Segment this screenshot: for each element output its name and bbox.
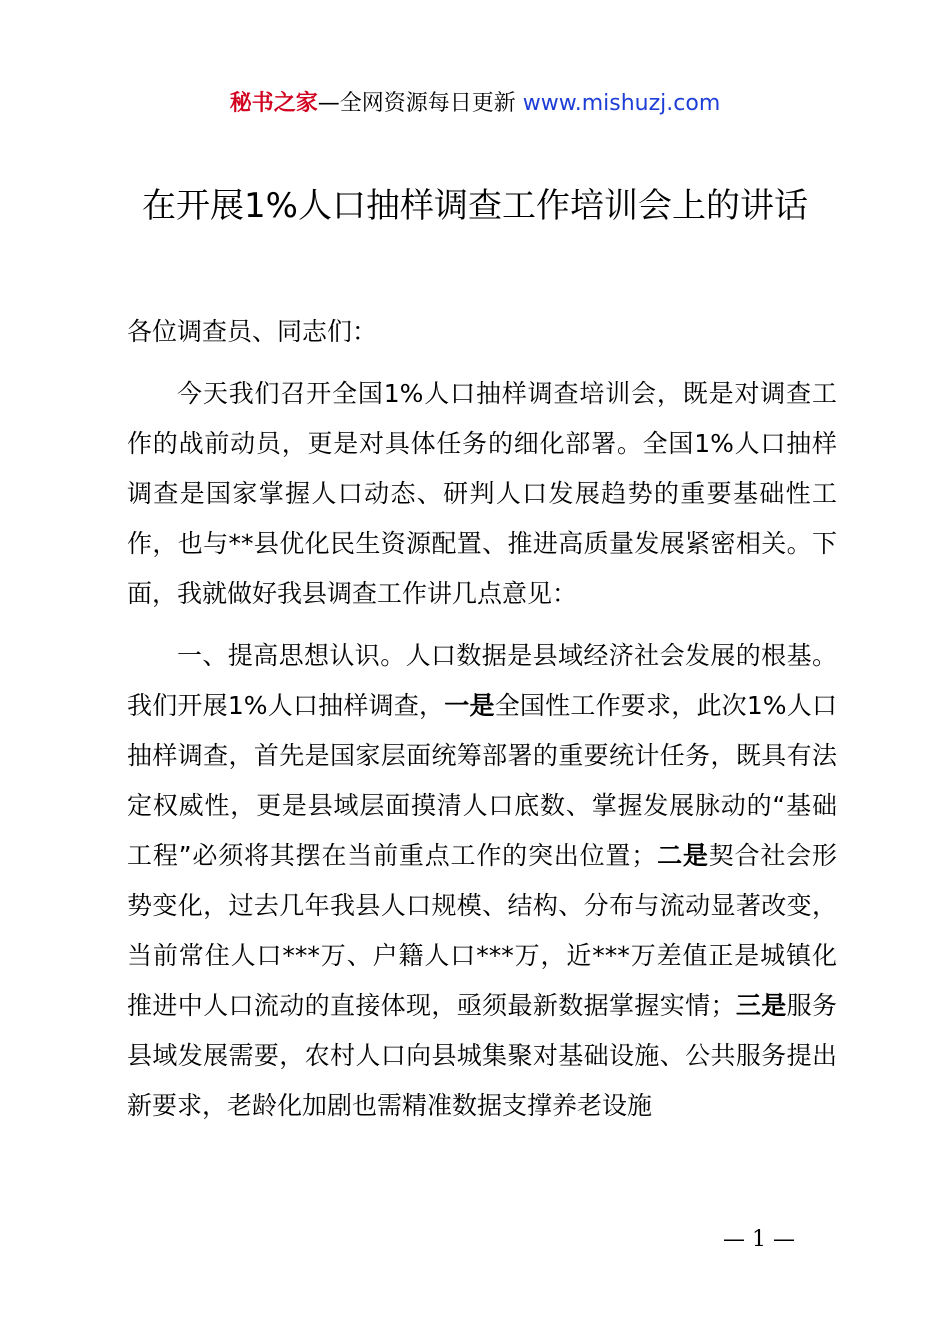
paragraph-section-one	[127, 631, 837, 1131]
section-heading: 一、提高思想认识。	[177, 641, 406, 670]
point-one-label: 一是	[444, 691, 495, 720]
point-two-label: 二是	[656, 841, 709, 870]
paragraph-intro-text: 今天我们召开全国1%人口抽样调查培训会，既是对调查工作的战前动员，更是对具体任务的细化部署。全国1%人口抽样调查是国家掌握人口动态、研判人口发展趋势的重要基础性工作，也与**县优化民生资源配置、推进高质量发展紧密相关。下面，我就做好我县调查工作讲几点意见：	[127, 379, 837, 608]
site-url[interactable]: www.mishuzj.com	[522, 91, 721, 116]
brand-name: 秘书之家	[229, 91, 318, 116]
header-tagline: —全网资源每日更新	[317, 91, 523, 116]
page-number: — 1 —	[723, 1227, 795, 1252]
point-three-label: 三是	[735, 991, 787, 1020]
section-text-3: 契合社会形势变化，过去几年我县人口规模、结构、分布与流动显著改变，当前常住人口***万、户籍人口***万，近***万差值正是城镇化推进中人口流动的直接体现，亟须最新数据掌握实情；	[127, 841, 837, 1020]
section-text-4: 服务县域发展需要，农村人口向县城集聚对基础设施、公共服务提出新要求，老龄化加剧也需精准数据支撑养老设施	[127, 991, 837, 1120]
section-text-2: 全国性工作要求，此次1%人口抽样调查，首先是国家层面统筹部署的重要统计任务，既具有法定权威性，更是县域层面摸清人口底数、掌握发展脉动的“基础工程”必须将其摆在当前重点工作的突出位置；	[127, 691, 837, 870]
section-text-1: 人口数据是县域经济社会发展的根基。我们开展1%人口抽样调查，	[127, 641, 837, 720]
paragraph-section-one-text	[127, 631, 837, 1131]
paragraph-intro	[127, 369, 837, 619]
site-header	[0, 86, 950, 122]
greeting: 各位调查员、同志们：	[127, 317, 378, 346]
document-title: 在开展1%人口抽样调查工作培训会上的讲话	[142, 186, 808, 226]
